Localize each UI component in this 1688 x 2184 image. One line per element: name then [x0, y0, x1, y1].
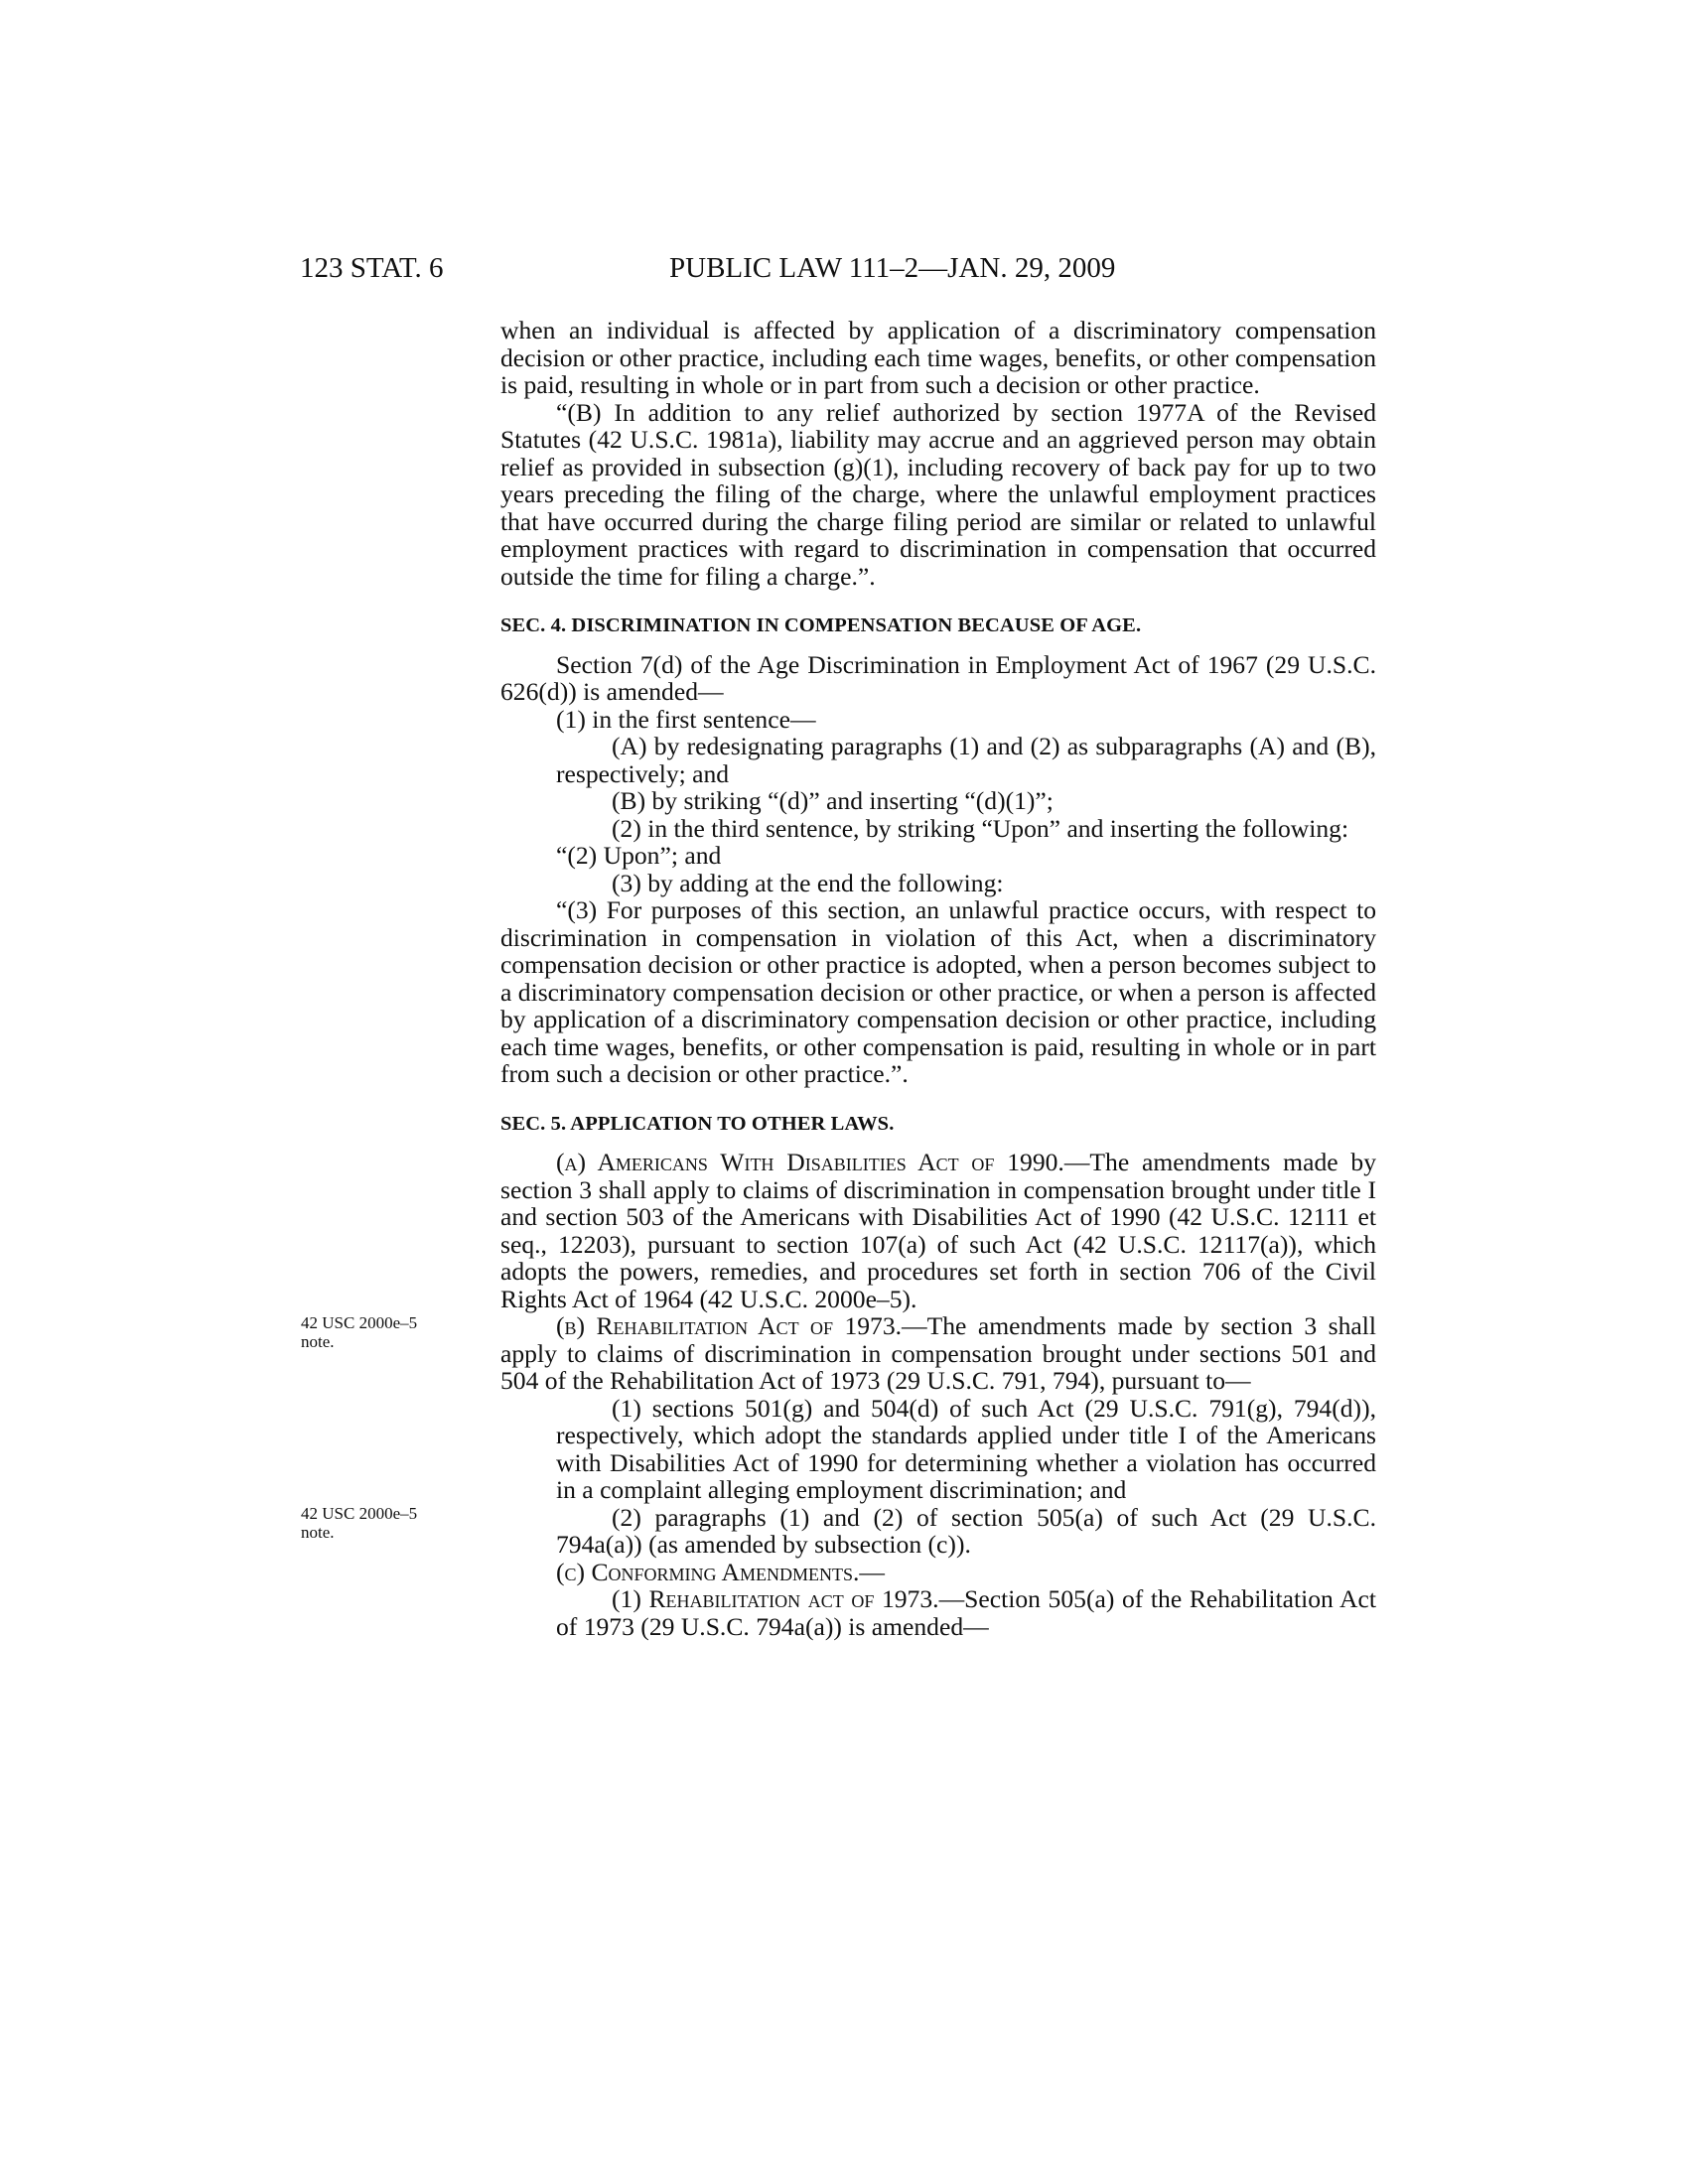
paragraph: (B) by striking “(d)” and inserting “(d)(1)”;	[612, 786, 1054, 815]
paragraph: (1) Rehabilitation act of 1973.—Section 505(a) of the Rehabilitation Act of 1973 (29 U.S.C. 794a(a)) is amended—	[556, 1584, 1376, 1641]
margin-note-1	[301, 1313, 470, 1351]
section-heading-4: SEC. 4. DISCRIMINATION IN COMPENSATION BECAUSE OF AGE.	[500, 614, 1142, 636]
page-header	[0, 252, 1688, 292]
paragraph: (a) Americans With Disabilities Act of 1990.—The amendments made by section 3 shall apply to claims of discrimination in compensation brought under title I and section 503 of the Americans with Disabilities Act of 1990 (42 U.S.C. 12111 et seq., 12203), pursuant to section 107(a) of such Act (42 U.S.C. 12117(a)), which adopts the powers, remedies, and procedures set forth in section 706 of the Civil Rights Act of 1964 (42 U.S.C. 2000e–5).	[500, 1148, 1376, 1313]
section-heading-5: SEC. 5. APPLICATION TO OTHER LAWS.	[500, 1112, 895, 1135]
running-title: PUBLIC LAW 111–2—JAN. 29, 2009	[669, 252, 1116, 284]
paragraph: Section 7(d) of the Age Discrimination in Employment Act of 1967 (29 U.S.C. 626(d)) is amended—	[500, 649, 1376, 706]
statute-page-number: 123 STAT. 6	[300, 252, 444, 284]
paragraph: “(2) Upon”; and	[556, 841, 722, 870]
document-body	[500, 317, 1376, 1640]
paragraph: “(3) For purposes of this section, an unlawful practice occurs, with respect to discrimination in compensation in violation of this Act, when a discriminatory compensation decision or other practice is adopted, when a person becomes subject to a discriminatory compensation decision or other practice, or when a person is affected by application of a discriminatory compensation decision or other practice, including each time wages, benefits, or other compensation is paid, resulting in whole or in part from such a decision or other practice.”.	[500, 895, 1376, 1088]
margin-note-citation: 42 USC 2000e–5	[301, 1313, 418, 1332]
paragraph-heading: (1) Rehabilitation act of 1973.	[612, 1584, 939, 1613]
margin-note-label: note.	[301, 1332, 335, 1351]
subsection-heading: (b) Rehabilitation Act of 1973.	[556, 1311, 903, 1340]
paragraph: (1) sections 501(g) and 504(d) of such Act (29 U.S.C. 791(g), 794(d)), respectively, which adopt the standards applied under title I of the Americans with Disabilities Act of 1990 for determining whether a violation has occurred in a complaint alleging employment discrimination; and	[556, 1393, 1376, 1504]
margin-note-label: note.	[301, 1523, 335, 1542]
paragraph: (A) by redesignating paragraphs (1) and (2) as subparagraphs (A) and (B), respectively; and	[556, 732, 1376, 788]
paragraph: (c) Conforming Amendments.—	[556, 1557, 885, 1586]
paragraph: (2) paragraphs (1) and (2) of section 505(a) of such Act (29 U.S.C. 794a(a)) (as amended by subsection (c)).	[556, 1502, 1376, 1559]
subsection-heading: (a) Americans With Disabilities Act of 1990.	[556, 1148, 1064, 1176]
subsection-heading: (c) Conforming Amendments.	[556, 1557, 860, 1586]
margin-note-citation: 42 USC 2000e–5	[301, 1504, 418, 1523]
paragraph: (b) Rehabilitation Act of 1973.—The amendments made by section 3 shall apply to claims of discrimination in compensation brought under sections 501 and 504 of the Rehabilitation Act of 1973 (29 U.S.C. 791, 794), pursuant to—	[500, 1311, 1376, 1395]
margin-note-2	[301, 1504, 470, 1542]
paragraph: when an individual is affected by application of a discriminatory compensation decision or other practice, including each time wages, benefits, or other compensation is paid, resulting in whole or in part from such a decision or other practice.	[500, 316, 1376, 399]
paragraph: (1) in the first sentence—	[556, 704, 816, 734]
paragraph: (2) in the third sentence, by striking “Upon” and inserting the following:	[612, 813, 1349, 843]
paragraph: (3) by adding at the end the following:	[612, 868, 1004, 897]
paragraph: “(B) In addition to any relief authorized by section 1977A of the Revised Statutes (42 U.S.C. 1981a), liability may accrue and an aggrieved person may obtain relief as provided in subsection (g)(1), including recovery of back pay for up to two years preceding the filing of the charge, where the unlawful employment practices that have occurred during the charge filing period are similar or related to unlawful employment practices with regard to discrimination in compensation that occurred outside the time for filing a charge.”.	[500, 397, 1376, 591]
